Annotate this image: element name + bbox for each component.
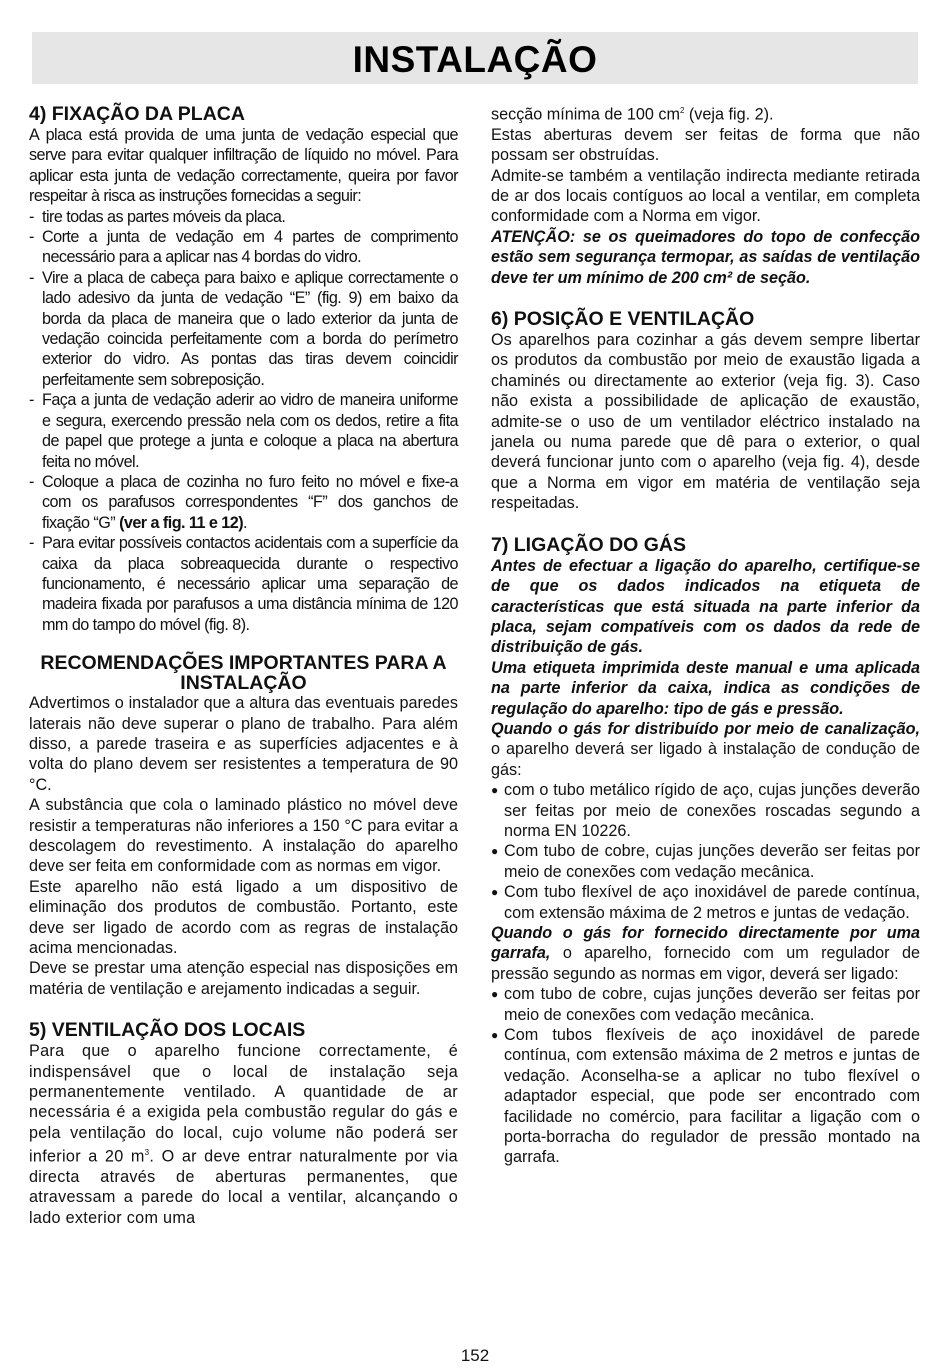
figure-reference: (ver a fig. 11 e 12) [119,513,244,532]
section-5-text: Para que o aparelho funcione correctamente, é indispensável que o local de instalação seja permanentemente ventilado. A quantidade de ar necessária é a exigida pela combustão regular do gás e pela ventilação do local, cujo volume não poderá ser inferior a 20 m [29,1042,458,1166]
section-5-heading: 5) VENTILAÇÃO DOS LOCAIS [29,1019,306,1042]
list-item: ● com o tubo metálico rígido de aço, cujas junções deverão ser feitas por meio de conexões roscadas segundo a norma EN 10226. [491,780,920,841]
list-item: - Para evitar possíveis contactos acidentais com a superfície da caixa da placa sobreaquecida durante o respectivo funcionamento, é necessário aplicar uma separação de madeira fixada por parafusos a uma distância mínima de 120 mm do tampo do móvel (fig. 8). [29,533,458,635]
section-5-paragraph [29,1041,458,1228]
list-item: - Vire a placa de cabeça para baixo e aplique correctamente o lado adesivo da junta de vedação “E” (fig. 9) em baixo da borda da placa de maneira que o lado exterior da junta de vedação coincida perfeitamente com a borda do perímetro exterior do vidro. As pontas das tiras devem coincidir perfeitamente sem sobreposição. [29,268,458,390]
list-item-end: . [243,513,247,532]
section-7-bold-paragraph: Antes de efectuar a ligação do aparelho, certifique-se de que os dados indicados na etiqueta de características que está situada na parte inferior da placa, sejam compatíveis com os dados da rede de distribuição de gás. [491,556,920,657]
list-item: - Faça a junta de vedação aderir ao vidro de maneira uniforme e segura, exercendo pressão nela com os dedos, retire a fita de papel que protege a junta e coloque a placa na abertura feita no móvel. [29,390,458,472]
section-5-paragraph: Estas aberturas devem ser feitas de forma que não possam ser obstruídas. [491,125,920,165]
section-5-text-moved: secção mínima de 100 cm [491,105,680,124]
pipe-list [491,780,920,923]
section-6-paragraph: Os aparelhos para cozinhar a gás devem sempre libertar os produtos da combustão por meio de exaustão ligada a chaminés ou directamente ao exterior (veja fig. 3). Caso não exista a possibilidade de aplicação de exaustão, admite-se o uso de um ventilador eléctrico instalado na janela ou numa parede que dê para o exterior, o qual deverá funcionar junto com o aparelho (veja fig. 4), desde que a Norma em vigor em matéria de ventilação seja respeitadas. [491,331,920,513]
section-7-text: o aparelho, fornecido com um regulador de pressão segundo as normas em vigor, deverá ser ligado: [491,944,920,983]
recommendations-paragraph: A substância que cola o laminado plástico no móvel deve resistir a temperaturas não inferiores a 150 °C para evitar a descolagem do revestimento. A instalação do aparelho deve ser feita em conformidade com as normas em vigor. [29,796,458,876]
section-4-list [29,207,458,636]
list-item: ● Com tubo de cobre, cujas junções deverão ser feitas por meio de conexões com vedação mecânica. [491,841,920,882]
section-5-paragraph-cont [491,101,920,125]
list-item: ● com tubo de cobre, cujas junções deverão ser feitas por meio de conexões com vedação mecânica. [491,984,920,1025]
section-7-paragraph [491,923,920,984]
superscript: 2 [679,106,685,115]
page-title: INSTALAÇÃO [352,39,598,80]
section-7-bold-paragraph: Uma etiqueta imprimida deste manual e uma aplicada na parte inferior da caixa, indica as condições de regulação do aparelho: tipo de gás e pressão. [491,658,920,718]
list-item: - tire todas as partes móveis da placa. [29,207,458,227]
section-6-heading: 6) POSIÇÃO E VENTILAÇÃO [491,308,755,331]
section-7-paragraph [491,719,920,780]
section-7-heading: 7) LIGAÇÃO DO GÁS [491,533,687,556]
section-7-emphasis: Quando o gás for distribuído por meio de canalização, [491,719,920,738]
list-item-text: Coloque a placa de cozinha no furo feito no móvel e fixe-a com os parafusos correspondentes “F” dos ganchos de fixação “G” [42,472,458,532]
recommendations-paragraph: Advertimos o instalador que a altura das eventuais paredes laterais não deve superar o plano de trabalho. Para além disso, a parede traseira e as superfícies adjacentes e à volta do plano devem ser resistentes a temperatura de 90 °C. [29,694,458,794]
list-item: ● Com tubo flexível de aço inoxidável de parede contínua, com extensão máxima de 2 metros e juntas de vedação. [491,882,920,923]
recommendations-heading: RECOMENDAÇÕES IMPORTANTES PARA A INSTALAÇÃO [40,652,447,695]
section-5-fig-ref: (veja fig. 2). [684,105,774,124]
list-item: - Corte a junta de vedação em 4 partes de comprimento necessário para a aplicar nas 4 bordas do vidro. [29,227,458,268]
recommendations-paragraph: Deve se prestar uma atenção especial nas disposições em matéria de ventilação e arejamento indicadas a seguir. [29,959,458,998]
page-number: 152 [460,1346,490,1365]
list-item [29,472,458,533]
section-5-paragraph: Admite-se também a ventilação indirecta mediante retirada de ar dos locais contíguos ao local a ventilar, em completa conformidade com a Norma em vigor. [491,166,920,226]
right-column [491,103,920,1168]
list-item: ● Com tubos flexíveis de aço inoxidável de parede contínua, com extensão máxima de 2 metros e juntas de vedação. Aconselha-se a aplicar no tubo flexível o adaptador especial, que pode ser encontrado com facilidade no comércio, para facilitar a ligação com o porta-borracha do regulador de pressão montado na garrafa. [491,1025,920,1168]
section-4-intro: A placa está provida de uma junta de vedação especial que serve para evitar qualquer infiltração de líquido no móvel. Para aplicar esta junta de vedação correctamente, queira por favor respeitar à risca as instruções fornecidas a seguir: [29,126,458,206]
section-7-emphasis: Quando o gás for fornecido directamente por uma garrafa, [491,924,920,963]
section-4-heading: 4) FIXAÇÃO DA PLACA [29,103,245,125]
recommendations-paragraph: Este aparelho não está ligado a um dispositivo de eliminação dos produtos de combustão. Portanto, este deve ser ligado de acordo com as regras de instalação acima mencionadas. [29,877,458,958]
section-7-text: o aparelho deverá ser ligado à instalação de condução de gás: [491,740,920,779]
superscript: 3 [144,1148,150,1158]
left-column [29,103,458,1228]
section-5-text-cont: . O ar deve entrar naturalmente por via directa através de aberturas permanentes, que atravessam a parede do local a ventilar, alcançando o lado exterior com uma [29,1147,458,1227]
warning-text: ATENÇÃO: se os queimadores do topo de confecção estão sem segurança termopar, as saídas de ventilação deve ter um mínimo de 200 cm² de seção. [491,227,920,287]
title-bar [32,32,918,84]
bottle-list [491,984,920,1168]
